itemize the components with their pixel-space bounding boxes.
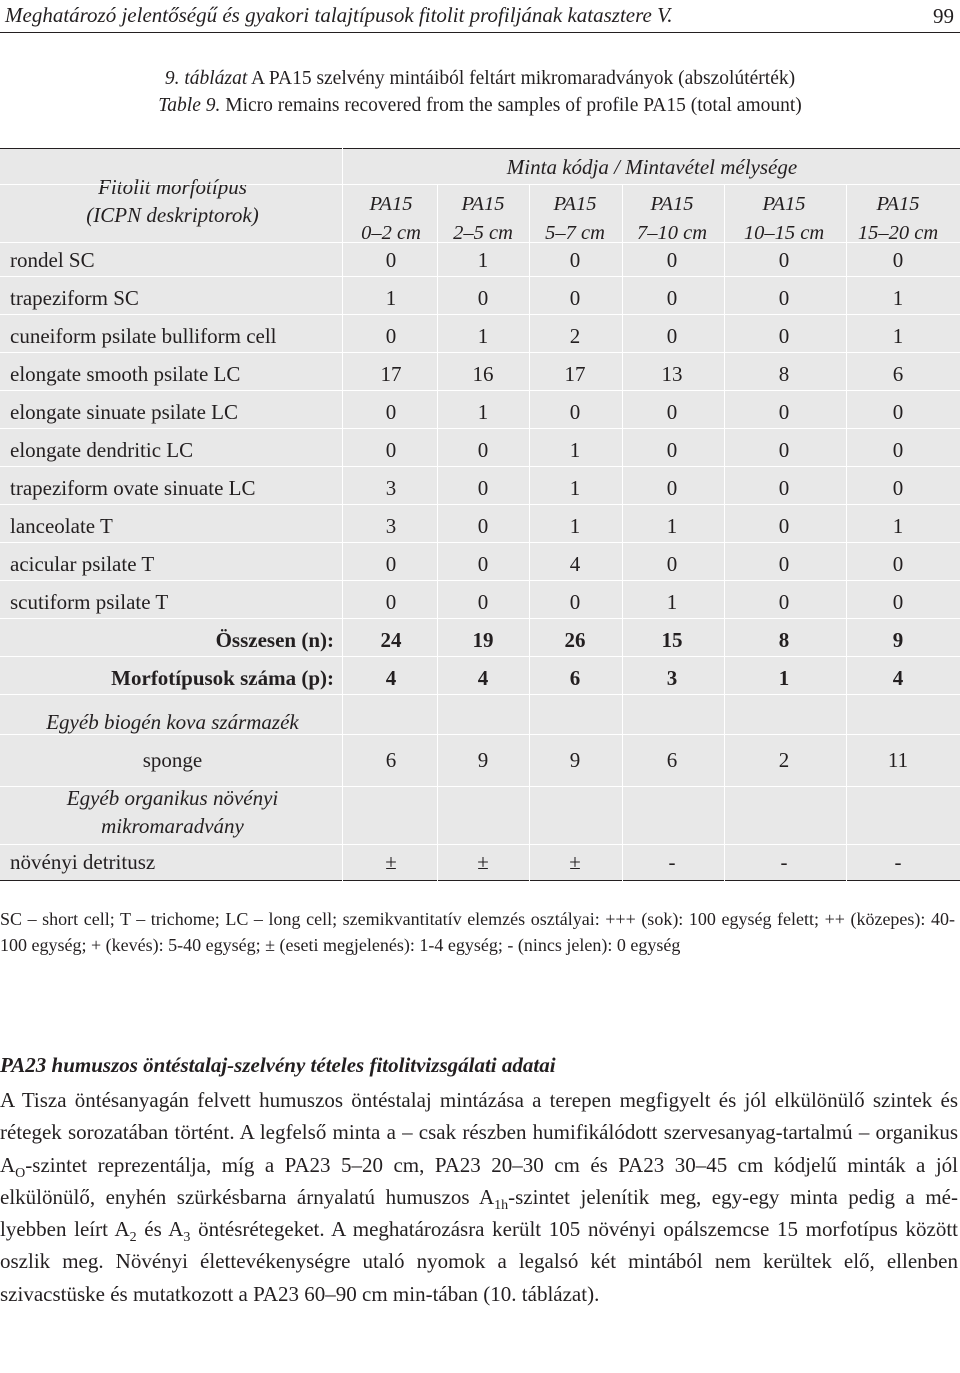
morphotype-header-line1: Fitolit morfotípus [98,175,247,199]
table-cell: 0 [892,552,904,576]
row-label: scutiform psilate T [10,590,169,614]
row-label: lanceolate T [10,514,113,538]
column-code: PA15 [369,193,413,215]
row-label: elongate smooth psilate LC [10,362,241,386]
row-separator [0,466,960,467]
row-separator [0,734,960,735]
table-cell: 0 [666,324,678,348]
table-cell: 1 [569,514,581,538]
table-cell: 6 [569,666,581,690]
table-cell: 0 [778,590,790,614]
table-cell: 0 [385,400,397,424]
sponge-label: sponge [142,748,203,772]
subscript-1h: 1h [494,1197,509,1213]
row-separator [0,242,960,243]
table-cell: 4 [477,666,489,690]
table-cell: 9 [569,748,581,772]
table-cell: 0 [666,476,678,500]
table-cell: 9 [477,748,489,772]
other-organic-label [5,784,340,840]
table-cell: 0 [892,438,904,462]
column-separator [622,184,623,881]
row-label: acicular psilate T [10,552,155,576]
table-cell: 0 [778,552,790,576]
row-separator [0,694,960,695]
table-caption-hu [0,68,960,90]
table-top-rule [0,148,960,149]
table-cell: 1 [569,438,581,462]
para-part-4: és A [136,1217,184,1242]
row-label: elongate dendritic LC [10,438,194,462]
row-separator [0,314,960,315]
column-depth: 5–7 cm [545,222,605,244]
row-separator [0,844,960,845]
table-caption-en [0,95,960,117]
table-cell: 0 [385,552,397,576]
column-header [622,190,722,248]
table-cell: 8 [778,628,790,652]
table-cell: - [780,850,788,874]
table-cell: 1 [666,514,678,538]
column-code: PA15 [876,193,920,215]
row-separator [0,786,960,787]
table-cell: 0 [666,248,678,272]
column-depth: 2–5 cm [453,222,513,244]
table-cell: 9 [892,628,904,652]
table-cell: 19 [472,628,494,652]
row-label: cuneiform psilate bulliform cell [10,324,277,348]
table-cell: ± [569,850,581,874]
column-separator [437,184,438,881]
table-cell: 2 [569,324,581,348]
row-separator [0,580,960,581]
subscript-o: O [15,1165,26,1181]
column-depth: 0–2 cm [361,222,421,244]
table-cell: ± [477,850,489,874]
table-cell: 16 [472,362,494,386]
table-cell: 0 [477,438,489,462]
total-label: Összesen (n): [215,628,334,652]
column-header [848,190,948,248]
detritus-label: növényi detritusz [10,850,156,874]
other-biogenic-label: Egyéb biogén kova származék [46,710,299,734]
table-cell: ± [385,850,397,874]
column-separator [724,184,725,881]
row-separator [0,504,960,505]
table-cell: 0 [778,476,790,500]
table-cell: 0 [778,438,790,462]
table-cell: 4 [892,666,904,690]
table-cell: 1 [385,286,397,310]
column-header [734,190,834,248]
table-cell: 1 [892,286,904,310]
caption-label-hu: 9. táblázat [164,68,248,89]
page-number: 99 [933,4,954,28]
table-cell: 15 [661,628,683,652]
table-cell: 0 [666,286,678,310]
table-cell: 1 [477,400,489,424]
table-cell: 17 [380,362,402,386]
table-cell: 0 [477,476,489,500]
table-footnote: SC – short cell; T – trichome; LC – long cell; szemikvantitatív elemzés osztályai: +++ (sok): 100 egység felett; ++ (közepes): 40-100 egység; + (kevés): 5-40 egység; ± (eseti megjelenés): 1-4 egység; - (nincs jelen): 0 egység [0,909,955,955]
column-depth: 10–15 cm [743,222,825,244]
table-cell: 0 [778,514,790,538]
table-cell: - [894,850,902,874]
section-paragraph [0,1084,958,1310]
table-cell: 1 [778,666,790,690]
table-cell: 6 [385,748,397,772]
table-cell: 0 [569,286,581,310]
column-separator [846,184,847,881]
table-cell: 0 [778,248,790,272]
row-separator [0,656,960,657]
table-cell: 8 [778,362,790,386]
table-cell: 13 [661,362,683,386]
sample-code-header: Minta kódja / Mintavétel mélysége [506,155,798,179]
table-cell: 6 [892,362,904,386]
para-part-3: -szintet jelenítik meg, egy-egy minta pedig a mé-lyebben leírt A [0,1184,958,1242]
row-separator [0,428,960,429]
section-title: PA23 humuszos öntéstalaj-szelvény tételes fitolitvizsgálati adatai [0,1053,556,1077]
table-cell: 0 [892,400,904,424]
column-header [525,190,625,248]
table-cell: 6 [666,748,678,772]
table-cell: 3 [666,666,678,690]
phytolith-table [0,148,960,881]
table-cell: 0 [385,438,397,462]
running-header [0,0,960,34]
running-title: Meghatározó jelentőségű és gyakori talajtípusok fitolit profiljának katasztere V. [5,3,673,27]
table-cell: 24 [380,628,402,652]
column-code: PA15 [762,193,806,215]
table-bottom-rule [0,880,960,881]
table-cell: 4 [569,552,581,576]
column-code: PA15 [553,193,597,215]
table-cell: 11 [887,748,909,772]
para-part-5: öntésrétegeket. A meghatározásra került 105 növényi opálszemcse 15 morfotípus között oszlik meg. Növényi élettevékenységre utaló nyomok a legalsó két mintából nem kerültek elő, ellenben szivacstüske és mutatkozott a PA23 60–90 cm min-tában (10. táblázat). [0,1217,958,1306]
subscript-2: 2 [129,1230,137,1246]
morphotype-header [5,173,340,237]
table-cell: 0 [666,438,678,462]
row-separator [0,542,960,543]
caption-text-hu: A PA15 szelvény mintáiból feltárt mikromaradványok (abszolútérték) [251,68,796,89]
row-separator [0,352,960,353]
table-cell: 1 [477,324,489,348]
para-part-2: -szintet reprezentálja, míg a PA23 5–20 cm, PA23 20–30 cm és PA23 30–45 cm kódjelű minták a jól elkülönülő, enyhén szürkésbarna árnyalatú humuszos A [0,1152,958,1209]
other-organic-line2: mikromaradvány [101,814,244,838]
table-cell: 0 [666,552,678,576]
column-separator [529,184,530,881]
row-label: elongate sinuate psilate LC [10,400,239,424]
table-cell: 17 [564,362,586,386]
table-cell: 3 [385,514,397,538]
table-cell: 0 [892,476,904,500]
column-depth: 7–10 cm [636,222,708,244]
para-part-1: A Tisza öntésanyagán felvett humuszos öntéstalaj mintázása a terepen megfigyelt és jól elkülönülő szintek és rétegek sorozatában történt. A legfelső minta a – csak részben humifikálódott szervesanyag-tartalmú – organikus A [0,1088,958,1177]
table-cell: 0 [477,552,489,576]
caption-text-en: Micro remains recovered from the samples of profile PA15 (total amount) [225,95,802,116]
table-cell: 0 [477,286,489,310]
column-depth: 15–20 cm [857,222,939,244]
column-header [341,190,441,248]
table-cell: 0 [892,248,904,272]
row-separator [0,276,960,277]
row-label: trapeziform ovate sinuate LC [10,476,256,500]
table-cell: 0 [778,324,790,348]
table-cell: 0 [666,400,678,424]
row-separator [0,184,960,185]
morphotype-header-line2: (ICPN deskriptorok) [86,203,259,227]
table-cell: 3 [385,476,397,500]
column-code: PA15 [461,193,505,215]
table-cell: 0 [477,590,489,614]
table-cell: 1 [666,590,678,614]
caption-label-en: Table 9. [158,95,221,116]
row-label: trapeziform SC [10,286,139,310]
other-organic-line1: Egyéb organikus növényi [66,786,279,810]
table-cell: 0 [778,400,790,424]
table-cell: 2 [778,748,790,772]
table-cell: 0 [477,514,489,538]
table-cell: 0 [385,590,397,614]
table-cell: 0 [569,590,581,614]
table-cell: 1 [477,248,489,272]
row-separator [0,618,960,619]
subscript-3: 3 [183,1230,191,1246]
header-rule [0,32,960,33]
table-cell: 0 [569,400,581,424]
column-code: PA15 [650,193,694,215]
table-cell: 0 [778,286,790,310]
row-separator [0,390,960,391]
column-separator [342,148,343,881]
table-cell: 26 [564,628,586,652]
morphotype-count-label: Morfotípusok száma (p): [111,666,334,690]
column-header [433,190,533,248]
table-cell: 4 [385,666,397,690]
table-cell: 1 [892,514,904,538]
table-cell: 0 [892,590,904,614]
table-cell: 1 [892,324,904,348]
row-label: rondel SC [10,248,95,272]
table-cell: - [668,850,676,874]
table-cell: 0 [569,248,581,272]
table-cell: 0 [385,248,397,272]
table-cell: 0 [385,324,397,348]
table-cell: 1 [569,476,581,500]
